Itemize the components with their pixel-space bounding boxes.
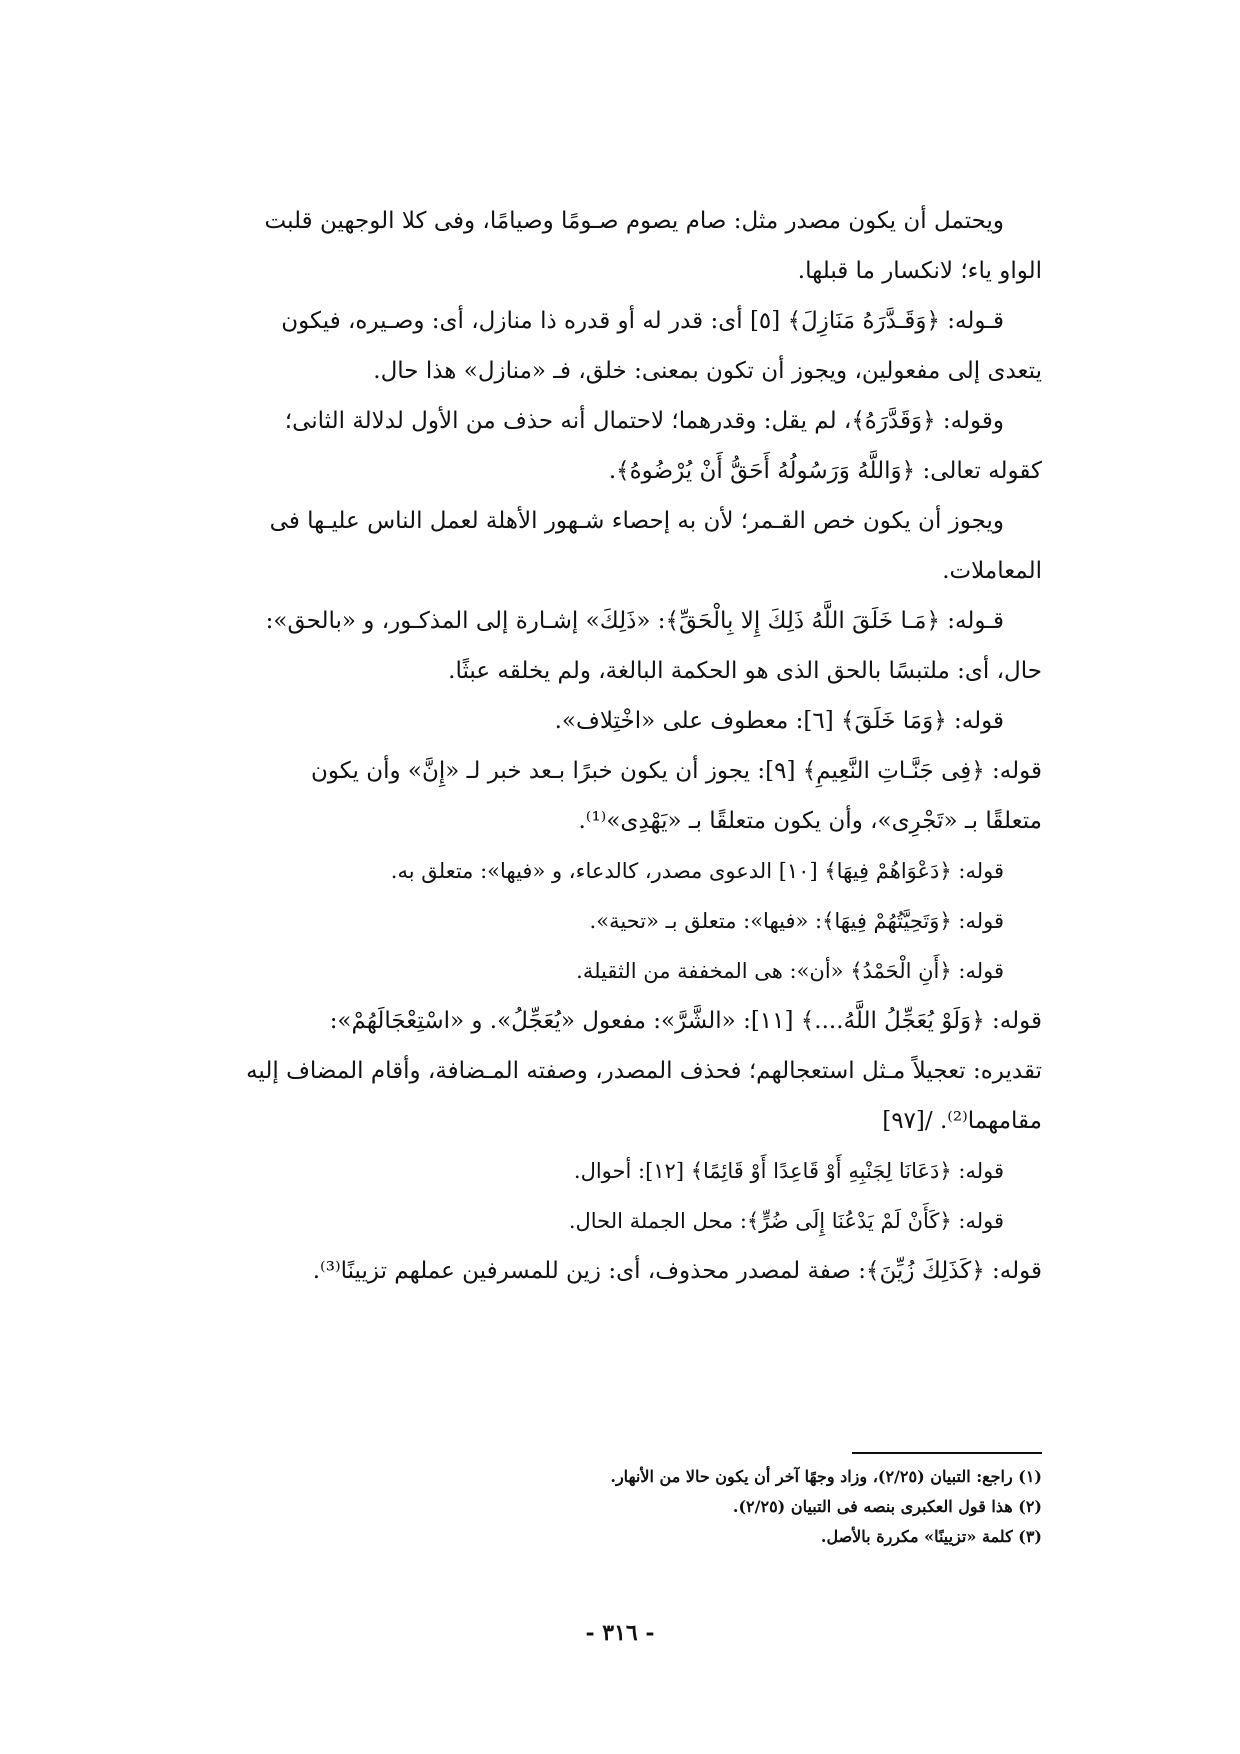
text-line: متعلقًا بـ «تَجْرِى»، وأن يكون متعلقًا بـ «يَهْدِى»⁽¹⁾. [578,808,1042,834]
text-line: قوله: ﴿وَلَوْ يُعَجِّلُ اللَّهُ....﴾ [١١]: «الشَّرَّ»: مفعول «يُعَجِّلُ». و «اسْتِعْجَالَهُمْ»: [329,1008,1042,1034]
main-text [190,196,1042,1296]
text-line: وقوله: ﴿وَقَدَّرَهُ﴾، لم يقل: وقدرهما؛ لاحتمال أنه حذف من الأول لدلالة الثانى؛ [284,408,1004,434]
footnote: (٢) هذا قول العكبرى بنصه فى التبيان (٢/٢٥). [732,1497,1042,1516]
text-line: قوله: ﴿وَمَا خَلَقَ﴾ [٦]: معطوف على «اخْتِلاف». [554,708,1004,734]
text-line: قوله: ﴿دَعْوَاهُمْ فِيهَا﴾ [١٠] الدعوى مصدر، كالدعاء، و «فيها»: متعلق به. [390,859,1004,883]
text-line: مقامهما⁽²⁾. /[٩٧] [882,1108,1042,1134]
text-line: قوله: ﴿كَأَنْ لَمْ يَدْعُنَا إِلَى ضُرٍّ﴾: محل الجملة الحال. [568,1209,1004,1233]
text-line: قـوله: ﴿وَقَـدَّرَهُ مَنَازِلَ﴾ [٥] أى: قدر له أو قدره ذا منازل، أى: وصـيره، فيكون [281,308,1004,334]
page-number: - ٣١٦ - [585,1620,655,1646]
text-line: قوله: ﴿كَذَلِكَ زُيِّنَ﴾: صفة لمصدر محذوف، أى: زين للمسرفين عملهم تزيينًا⁽³⁾. [312,1258,1042,1284]
footnote: (١) راجع: التبيان (٢/٢٥)، وزاد وجهًا آخر أن يكون حالا من الأنهار. [610,1467,1042,1486]
text-line: قوله: ﴿وَتَحِيَّتُهُمْ فِيهَا﴾: «فيها»: متعلق بـ «تحية». [589,909,1004,933]
text-line: قـوله: ﴿مَـا خَلَقَ اللَّهُ ذَلِكَ إِلا بِالْحَقِّ﴾: «ذَلِكَ» إشـارة إلى المذكـور، و «بالحق»: [265,608,1004,634]
text-line: قوله: ﴿فِى جَنَّـاتِ النَّعِيمِ﴾ [٩]: يجوز أن يكون خبرًا بـعد خبر لـ «إِنَّ» وأن يكون [311,758,1042,784]
text-line: تقديره: تعجيلاً مـثل استعجالهم؛ فحذف المصدر، وصفته المـضافة، وأقام المضاف إليه [246,1058,1042,1084]
footnotes [190,1462,1042,1552]
text-line: قوله: ﴿أَنِ الْحَمْدُ﴾ «أن»: هى المخففة من الثقيلة. [576,959,1004,983]
text-line: يتعدى إلى مفعولين، ويجوز أن تكون بمعنى: خلق، فـ «منازل» هذا حال. [373,358,1042,384]
text-line: الواو ياء؛ لانكسار ما قبلها. [797,258,1042,284]
text-line: ويجوز أن يكون خص القـمر؛ لأن به إحصاء شـهور الأهلة لعمل الناس عليـها فى [269,508,1004,534]
text-line: المعاملات. [942,558,1042,584]
footnote-divider [852,1452,1042,1454]
text-line: كقوله تعالى: ﴿وَاللَّهُ وَرَسُولُهُ أَحَقُّ أَنْ يُرْضُوهُ﴾. [608,458,1042,484]
text-line: ويحتمل أن يكون مصدر مثل: صام يصوم صـومًا وصيامًا، وفى كلا الوجهين قلبت [264,208,1004,234]
footnote: (٣) كلمة «تزيينًا» مكررة بالأصل. [820,1527,1042,1546]
text-line: حال، أى: ملتبسًا بالحق الذى هو الحكمة البالغة، ولم يخلقه عبثًا. [448,658,1042,684]
text-line: قوله: ﴿دَعَانَا لِجَنْبِهِ أَوْ قَاعِدًا أَوْ قَائِمًا﴾ [١٢]: أحوال. [573,1159,1004,1183]
